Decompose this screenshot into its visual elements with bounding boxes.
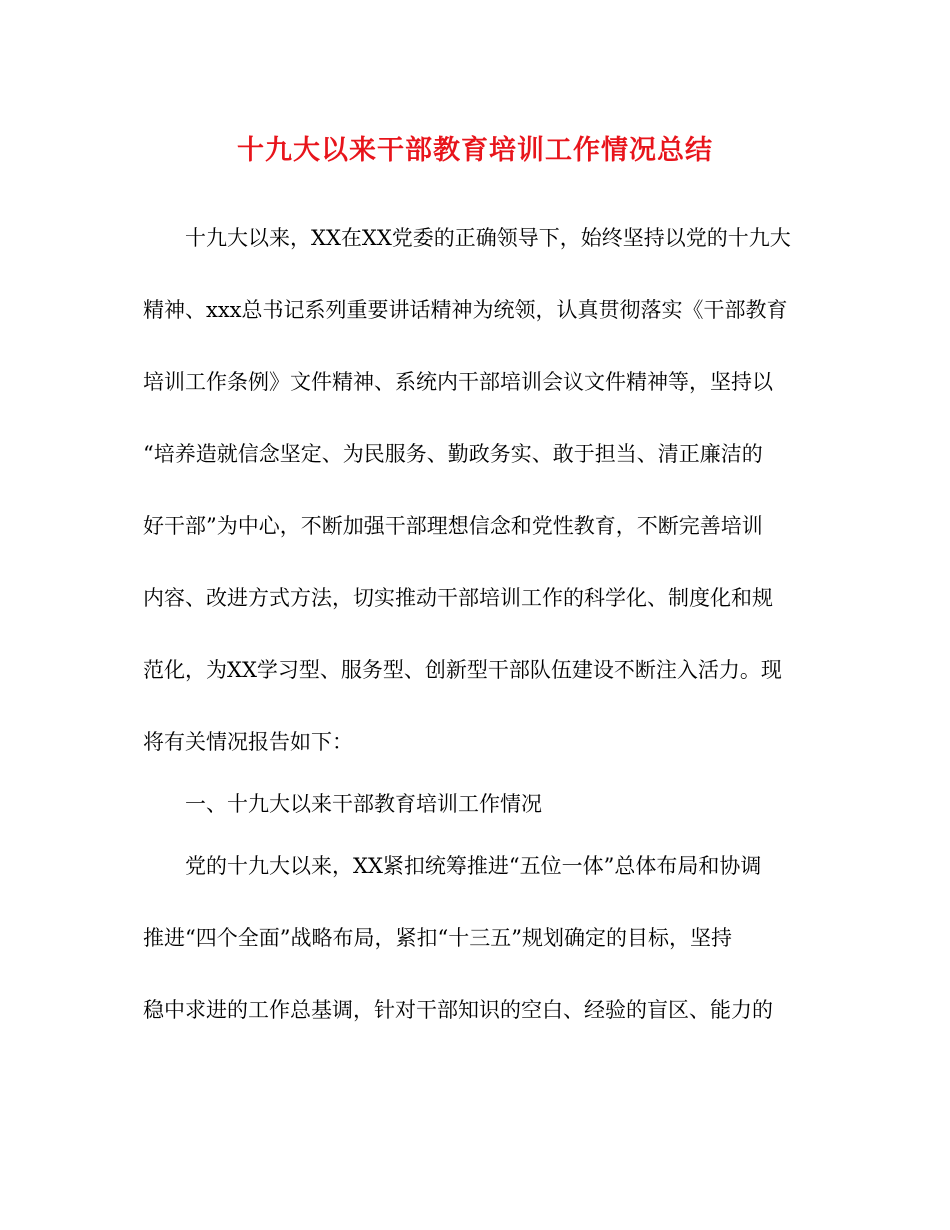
paragraph-line: 推进“四个全面”战略布局，紧扣“十三五”规划确定的目标，坚持 — [143, 926, 732, 950]
paragraph-line: 将有关情况报告如下： — [143, 730, 353, 754]
paragraph-line: 培训工作条例》文件精神、系统内干部培训会议文件精神等，坚持以 — [143, 370, 773, 394]
paragraph-line: 十九大以来，XX在XX党委的正确领导下，始终坚持以党的十九大 — [185, 226, 791, 250]
paragraph-line: “培养造就信念坚定、为民服务、勤政务实、敢于担当、清正廉洁的 — [143, 442, 763, 466]
paragraph-line: 党的十九大以来，XX紧扣统筹推进“五位一体”总体布局和协调 — [185, 854, 762, 878]
paragraph-line: 范化，为XX学习型、服务型、创新型干部队伍建设不断注入活力。现 — [143, 658, 782, 682]
paragraph-line: 精神、xxx总书记系列重要讲话精神为统领，认真贯彻落实《干部教育 — [143, 298, 788, 322]
document-title: 十九大以来干部教育培训工作情况总结 — [237, 135, 713, 166]
paragraph-line: 内容、改进方式方法，切实推动干部培训工作的科学化、制度化和规 — [143, 586, 773, 610]
paragraph-line: 稳中求进的工作总基调，针对干部知识的空白、经验的盲区、能力的 — [143, 998, 773, 1022]
paragraph-line: 好干部”为中心，不断加强干部理想信念和党性教育，不断完善培训 — [143, 514, 763, 538]
section-heading: 一、十九大以来干部教育培训工作情况 — [185, 792, 542, 816]
